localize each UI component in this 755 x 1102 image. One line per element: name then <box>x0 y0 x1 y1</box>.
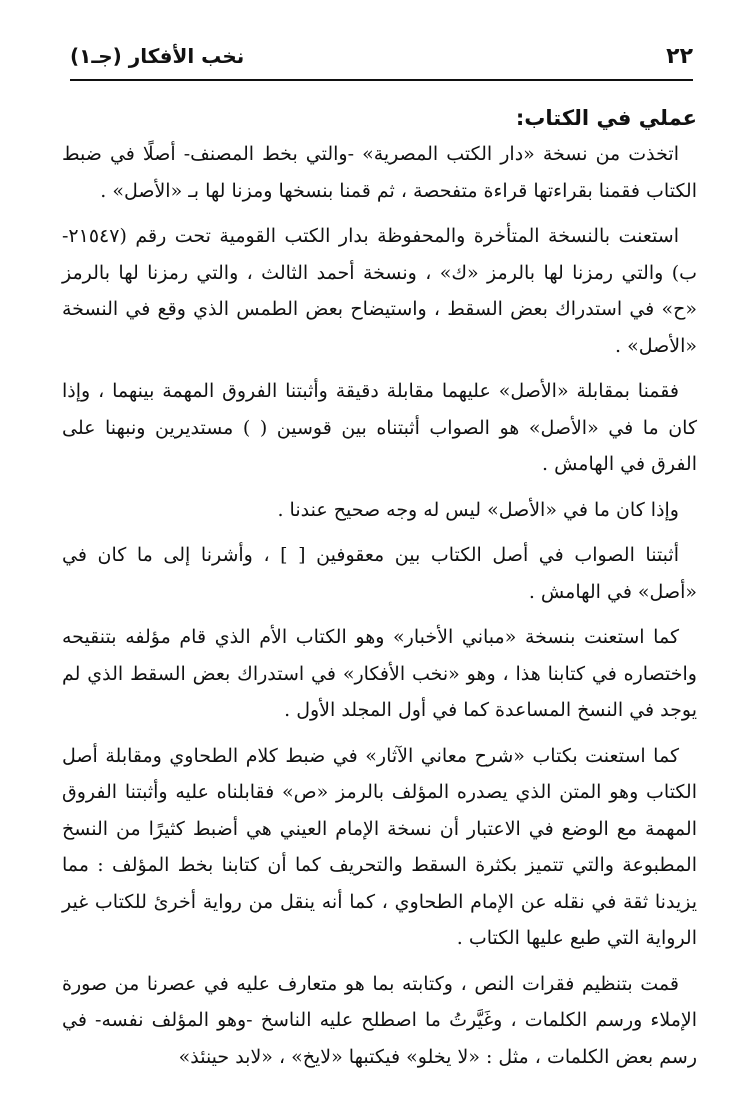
header-rule <box>70 79 693 81</box>
running-header <box>70 40 693 80</box>
section-heading: عملي في الكتاب: <box>515 106 697 130</box>
page-body <box>62 100 697 1075</box>
paragraph-brackets-convention: أثبتنا الصواب في أصل الكتاب بين معقوفين [ ] ، وأشرنا إلى ما كان في «أصل» في الهامش . <box>62 544 697 603</box>
page-number: ٢٢ <box>666 44 693 69</box>
paragraph-mabani-al-akhbar: كما استعنت بنسخة «مباني الأخبار» وهو الكتاب الأم الذي قام مؤلفه بتنقيحه واختصاره في كتابنا هذا ، وهو «نخب الأفكار» في استدراك بعض السقط الذي لم يوجد في النسخ المساعدة كما في أول المجلد الأول . <box>62 626 697 721</box>
paragraph-collation-method: فقمنا بمقابلة «الأصل» عليهما مقابلة دقيقة وأثبتنا الفروق المهمة بينهما ، وإذا كان ما في «الأصل» هو الصواب أثبتناه بين قوسين ( ) مستديرين ونبهنا على الفرق في الهامش . <box>62 380 697 475</box>
paragraph-incorrect-original: وإذا كان ما في «الأصل» ليس له وجه صحيح عندنا . <box>277 498 679 521</box>
paragraph-text-organization: قمت بتنظيم فقرات النص ، وكتابته بما هو متعارف عليه في عصرنا من صورة الإملاء ورسم الكلمات ، وغَيَّرتُ ما اصطلح عليه الناسخ -وهو المؤلف نفسه- في رسم بعض الكلمات ، مثل : «لا يخلو» فيكتبها «لايخ» ، «لابد حينئذ» <box>62 972 697 1068</box>
paragraph-sharh-maani-al-athar: كما استعنت بكتاب «شرح معاني الآثار» في ضبط كلام الطحاوي ومقابلة أصل الكتاب وهو المتن الذي يصدره المؤلف بالرمز «ص» فقابلناه عليه وأثبتنا الفروق المهمة مع الوضع في الاعتبار أن نسخة الإمام العيني هي أضبط كثيرًا من النسخ المطبوعة والتي تتميز بكثرة السقط والتحريف كما أن كتابنا بخط المؤلف : مما يزيدنا ثقة في نقله عن الإمام الطحاوي ، كما أنه ينقل من رواية أخرئ للكتاب غير الرواية التي طبع عليها الكتاب . <box>62 744 697 949</box>
paragraph-auxiliary-manuscripts: استعنت بالنسخة المتأخرة والمحفوظة بدار الكتب القومية تحت رقم (٢١٥٤٧-ب) والتي رمزنا لها بالرمز «ك» ، ونسخة أحمد الثالث ، والتي رمزنا لها بالرمز «ح» في استدراك بعض السقط ، واستيضاح بعض الطمس الذي وقع في النسخة «الأصل» . <box>62 225 697 357</box>
book-title: نخب الأفكار (جـ١) <box>70 44 245 68</box>
paragraph-base-manuscript: اتخذت من نسخة «دار الكتب المصرية» -والتي بخط المصنف- أصلًا في ضبط الكتاب فقمنا بقراءتها قراءة متفحصة ، ثم قمنا بنسخها ومزنا لها بـ «الأصل» . <box>62 143 697 202</box>
